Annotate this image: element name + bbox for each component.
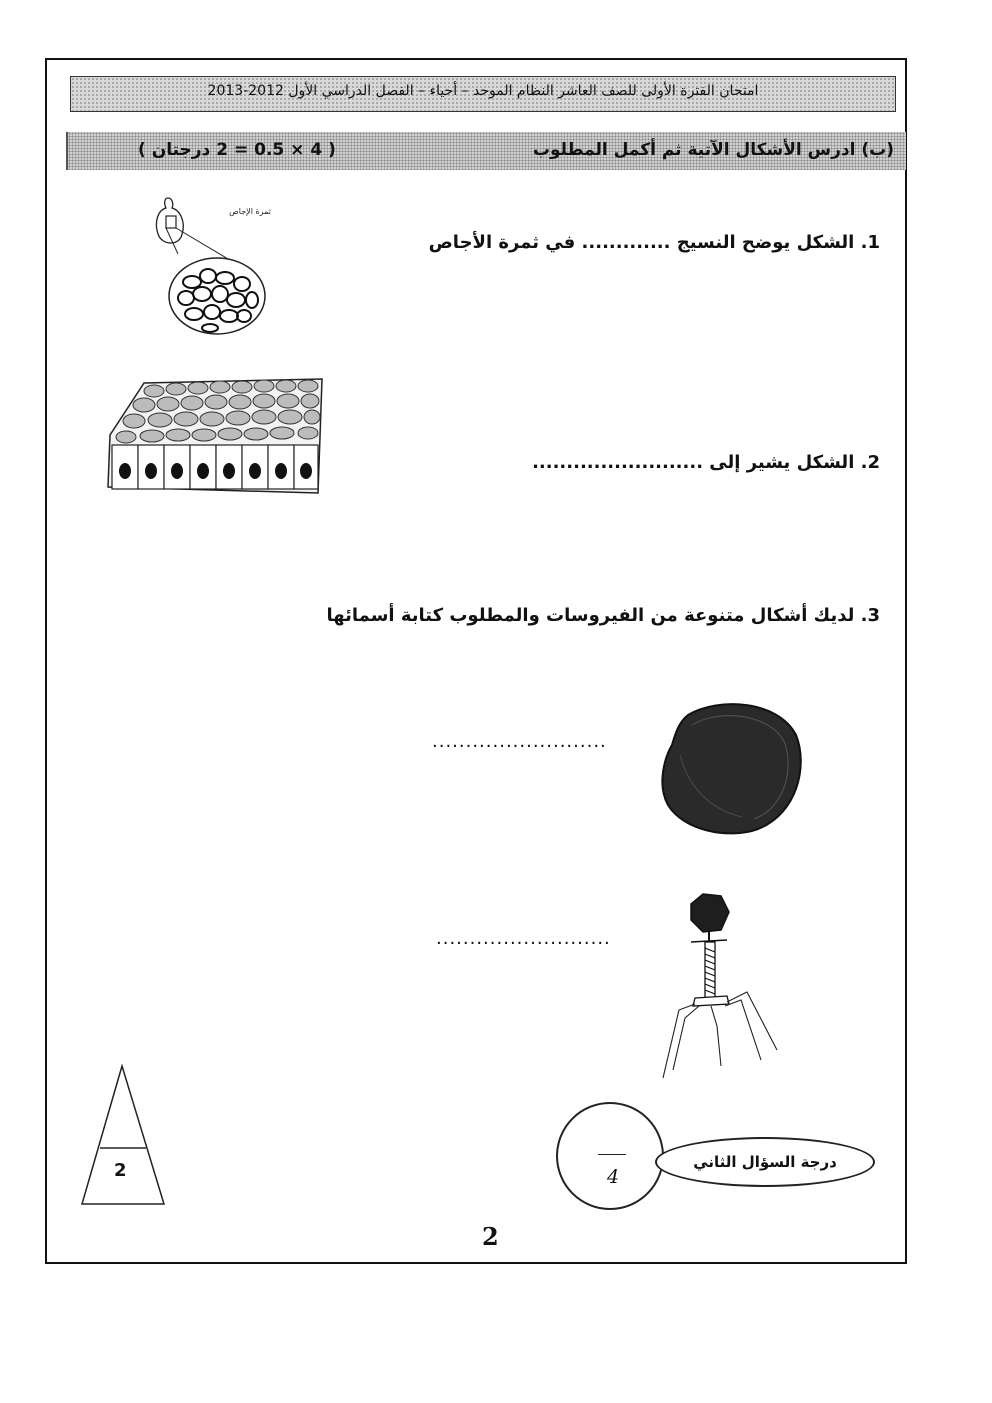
virus-1-answer-blank[interactable]: .......................... <box>432 731 607 752</box>
pear-label: ثمرة الإجاص <box>229 207 271 216</box>
question-score: ( 4 × 0.5 = 2 درجتان ) <box>138 140 336 160</box>
grade-fraction-line <box>598 1154 626 1155</box>
item-3-text: 3. لديك أشكال متنوعة من الفيروسات والمطلوب كتابة أسمائها <box>326 605 880 626</box>
question-header-band <box>66 132 906 170</box>
epithelial-tissue-figure <box>104 375 324 500</box>
grade-label: درجة السؤال الثاني <box>693 1153 837 1171</box>
item-2-text: 2. الشكل يشير إلى ......................... <box>532 452 880 473</box>
pear-tissue-figure <box>130 190 280 340</box>
score-pyramid <box>78 1062 168 1210</box>
question-instruction: (ب) ادرس الأشكال الآتية ثم أكمل المطلوب <box>532 140 894 160</box>
pyramid-score: 2 <box>114 1160 127 1181</box>
exam-header-band <box>70 76 896 112</box>
grade-label-oval <box>655 1137 875 1187</box>
exam-header-title: امتحان الفترة الأولى للصف العاشر النظام الموحد – أحياء – الفصل الدراسي الأول 2012-2013 <box>207 83 759 99</box>
grade-max-value: 4 <box>607 1166 620 1188</box>
spherical-virus-figure <box>658 695 808 840</box>
bacteriophage-figure <box>655 890 785 1085</box>
grade-circle <box>556 1102 664 1210</box>
page-number: 2 <box>482 1222 499 1251</box>
item-1-text: 1. الشكل يوضح النسيج ............. في ثمرة الأجاص <box>428 232 880 253</box>
virus-2-answer-blank[interactable]: .......................... <box>436 928 611 949</box>
